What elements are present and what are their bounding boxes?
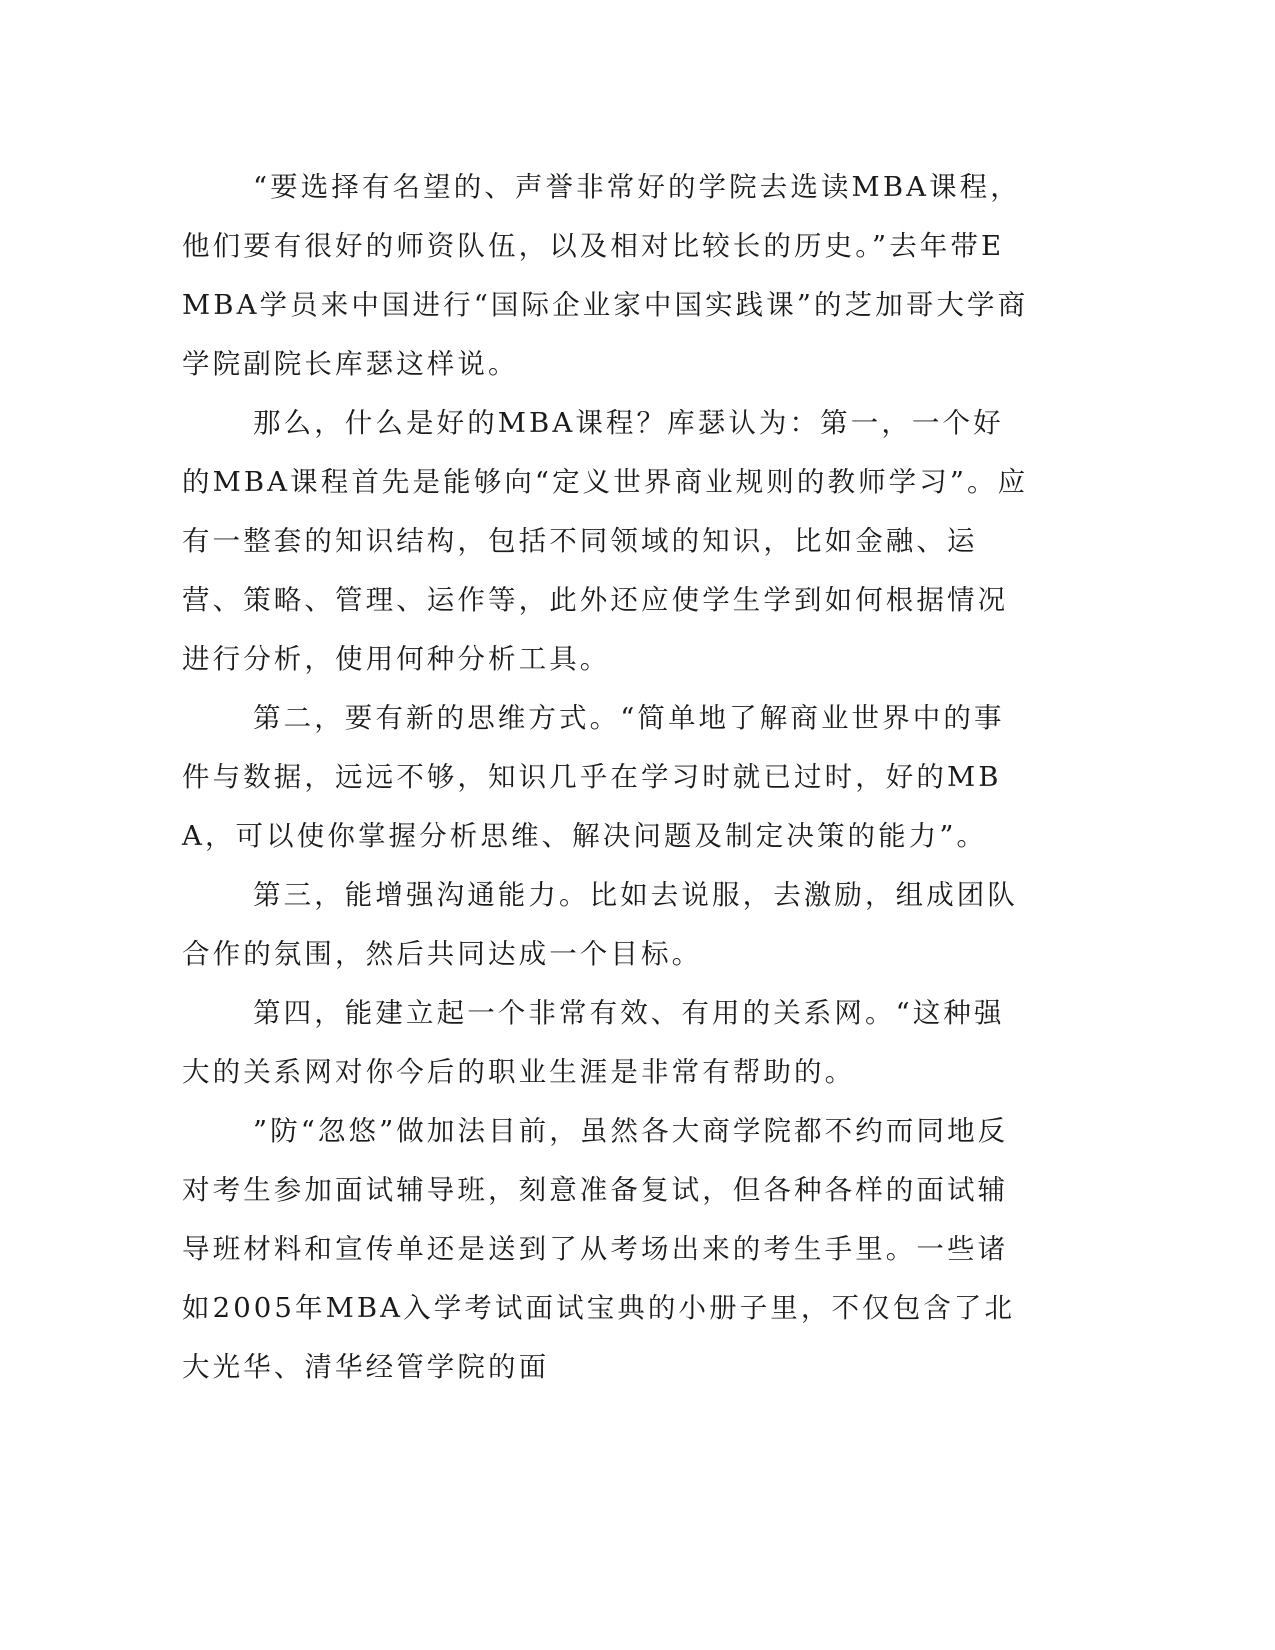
body-text — [182, 158, 1034, 1397]
paragraph-3: 第二，要有新的思维方式。“简单地了解商业世界中的事件与数据，远远不够，知识几乎在学习时就已过时，好的MBA，可以使你掌握分析思维、解决问题及制定决策的能力”。 — [182, 702, 1005, 852]
paragraph-1: “要选择有名望的、声誉非常好的学院去选读MBA课程，他们要有很好的师资队伍，以及相对比较长的历史。”去年带EMBA学员来中国进行“国际企业家中国实践课”的芝加哥大学商学院副院长库瑟这样说。 — [182, 171, 1029, 380]
paragraph-4: 第三，能增强沟通能力。比如去说服，去激励，组成团队合作的氛围，然后共同达成一个目标。 — [182, 879, 1018, 970]
paragraph-6: ”防“忽悠”做加法目前，虽然各大商学院都不约而同地反对考生参加面试辅导班，刻意准备复试，但各种各样的面试辅导班材料和宣传单还是送到了从考场出来的考生手里。一些诸如2005年MBA入学考试面试宝典的小册子里，不仅包含了北大光华、清华经管学院的面 — [182, 1115, 1016, 1383]
paragraph-5: 第四，能建立起一个非常有效、有用的关系网。“这种强大的关系网对你今后的职业生涯是非常有帮助的。 — [182, 997, 1005, 1088]
paragraph-2: 那么，什么是好的MBA课程？库瑟认为：第一，一个好的MBA课程首先是能够向“定义世界商业规则的教师学习”。应有一整套的知识结构，包括不同领域的知识，比如金融、运营、策略、管理、运作等，此外还应使学生学到如何根据情况进行分析，使用何种分析工具。 — [182, 407, 1029, 675]
